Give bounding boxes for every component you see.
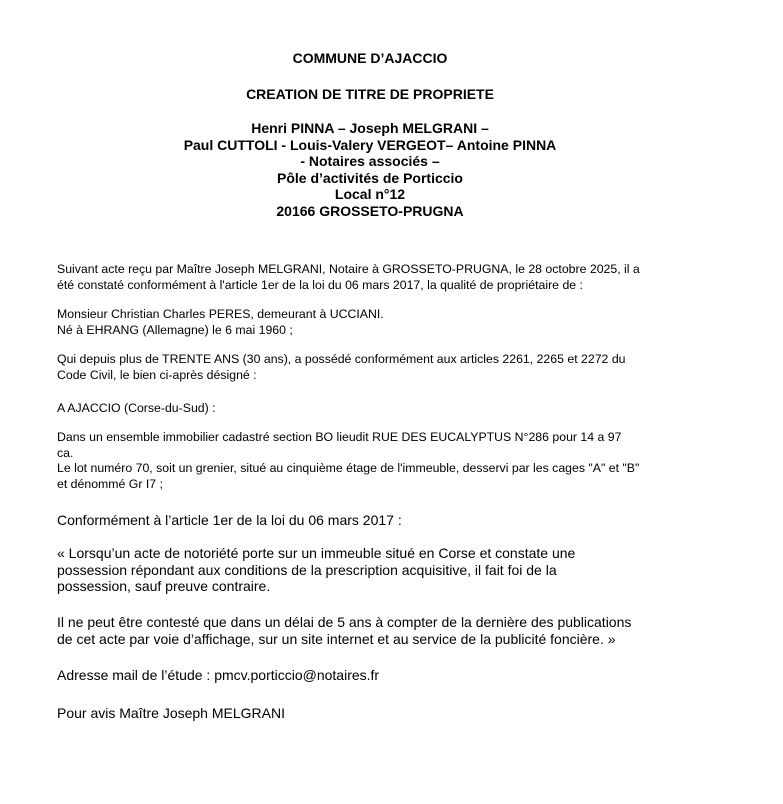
text-line: Il ne peut être contesté que dans un délai de 5 ans à compter de la dernière des publications — [57, 614, 632, 630]
text-line: Dans un ensemble immobilier cadastré section BO lieudit RUE DES EUCALYPTUS N°286 pour 14 a 97 — [57, 430, 622, 444]
text-line: Le lot numéro 70, soit un grenier, situé au cinquième étage de l'immeuble, desservi par les cages "A" et "B" — [57, 461, 640, 475]
text-line: et dénommé Gr I7 ; — [57, 476, 163, 491]
text-line: Adresse mail de l’étude : pmcv.porticcio@notaires.fr — [57, 667, 380, 683]
notaries-line: Local n°12 — [334, 186, 406, 202]
text-line: A AJACCIO (Corse-du-Sud) : — [57, 401, 216, 415]
signature-paragraph — [57, 705, 717, 722]
text-line: Conformément à l’article 1er de la loi du 06 mars 2017 : — [57, 512, 402, 528]
owner-paragraph — [57, 307, 697, 338]
act-paragraph — [57, 262, 697, 293]
text-line: été constaté conformément à l'article 1er de la loi du 06 mars 2017, la qualité de propriétaire de : — [57, 277, 583, 292]
law-quote-paragraph — [57, 545, 717, 595]
text-line: possession, sauf preuve contraire. — [57, 578, 271, 594]
text-line: Pour avis Maître Joseph MELGRANI — [57, 705, 285, 721]
possession-paragraph — [57, 352, 697, 383]
text-line: « Lorsqu’un acte de notoriété porte sur un immeuble situé en Corse et constate une — [57, 545, 576, 561]
contest-paragraph — [57, 614, 717, 647]
text-line: Qui depuis plus de TRENTE ANS (30 ans), a possédé conformément aux articles 2261, 2265 et 2272 du — [57, 352, 626, 366]
text-line: ca. — [57, 445, 74, 460]
text-line: de cet acte par voie d’affichage, sur un site internet et au service de la publicité foncière. » — [57, 630, 616, 647]
text-line: Monsieur Christian Charles PERES, demeurant à UCCIANI. — [57, 307, 384, 321]
location-paragraph — [57, 401, 697, 417]
text-line: Suivant acte reçu par Maître Joseph MELGRANI, Notaire à GROSSETO-PRUGNA, le 28 octobre 2025, il a — [57, 262, 640, 276]
notaries-line: Paul CUTTOLI - Louis-Valery VERGEOT– Antoine PINNA — [183, 136, 557, 153]
notaries-line: Pôle d’activités de Porticcio — [277, 169, 463, 186]
notaries-line: - Notaires associés – — [300, 153, 440, 169]
property-paragraph — [57, 430, 697, 492]
law-reference-paragraph — [57, 512, 717, 529]
text-line: Code Civil, le bien ci-après désigné : — [57, 367, 257, 382]
text-line: possession répondant aux conditions de la prescription acquisitive, il fait foi de la — [57, 561, 557, 578]
notaries-line: Henri PINNA – Joseph MELGRANI – — [251, 120, 489, 136]
document-title: CREATION DE TITRE DE PROPRIETE — [246, 86, 494, 102]
notaries-line: 20166 GROSSETO-PRUGNA — [276, 202, 464, 219]
text-line: Né à EHRANG (Allemagne) le 6 mai 1960 ; — [57, 322, 293, 337]
email-paragraph — [57, 667, 717, 684]
commune-heading: COMMUNE D’AJACCIO — [292, 50, 448, 66]
notaries-block — [0, 120, 740, 219]
